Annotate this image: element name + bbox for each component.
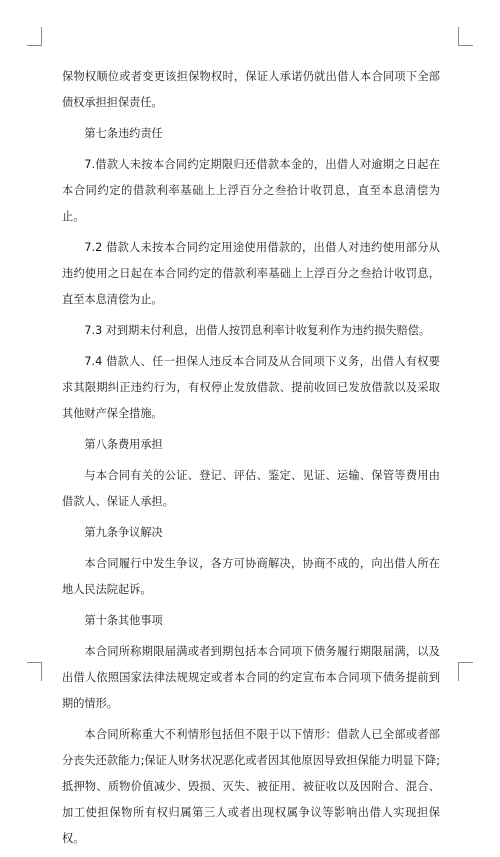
crop-mark-bottom-left: [27, 662, 42, 681]
crop-mark-bottom-right: [458, 662, 473, 681]
clause-8: 与本合同有关的公证、登记、评估、鉴定、见证、运输、保管等费用由借款人、保证人承担。: [62, 469, 440, 508]
section-heading-7: 第七条违约责任: [84, 127, 163, 140]
clause-7-4: 7.4 借款人、任一担保人违反本合同及从合同项下义务，出借人有权要求其限期纠正违约行为，有权停止发放借款、提前收回已发放借款以及采取其他财产保全措施。: [62, 355, 440, 420]
paragraph-continuation: 保物权顺位或者变更该担保物权时，保证人承诺仍就出借人本合同项下全部债权承担担保责任。: [62, 70, 440, 109]
clause-7-1: 7.借款人未按本合同约定期限归还借款本金的，出借人对逾期之日起在本合同约定的借款利率基础上上浮百分之叁拾计收罚息，直至本息清偿为止。: [62, 158, 440, 223]
clause-9: 本合同履行中发生争议，各方可协商解决，协商不成的，向出借人所在地人民法院起诉。: [62, 557, 440, 596]
crop-mark-top-left: [27, 27, 42, 46]
section-heading-8: 第八条费用承担: [84, 438, 163, 451]
clause-7-3: 7.3 对到期未付利息，出借人按罚息利率计收复利作为违约损失赔偿。: [84, 324, 431, 337]
clause-10-2: 本合同所称重大不利情形包括但不限于以下情形：借款人已全部或者部分丧失还款能力;保证人财务状况恶化或者因其他原因导致担保能力明显下降;抵押物、质物价值减少、毁损、灭失、被征用、被征收以及因附合、混合、加工使担保物所有权归属第三人或者出现权属争议等影响出借人实现担保权。: [62, 728, 440, 845]
section-heading-9: 第九条争议解决: [84, 526, 163, 539]
document-body: [62, 64, 440, 857]
crop-mark-top-right: [458, 27, 473, 46]
section-heading-10: 第十条其他事项: [84, 614, 163, 627]
clause-10-1: 本合同所称期限届满或者到期包括本合同项下债务履行期限届满，以及出借人依照国家法律法规规定或者本合同的约定宣布本合同项下债务提前到期的情形。: [62, 645, 440, 710]
clause-7-2: 7.2 借款人未按本合同约定用途使用借款的，出借人对违约使用部分从违约使用之日起在本合同约定的借款利率基础上上浮百分之叁拾计收罚息，直至本息清偿为止。: [62, 241, 440, 306]
